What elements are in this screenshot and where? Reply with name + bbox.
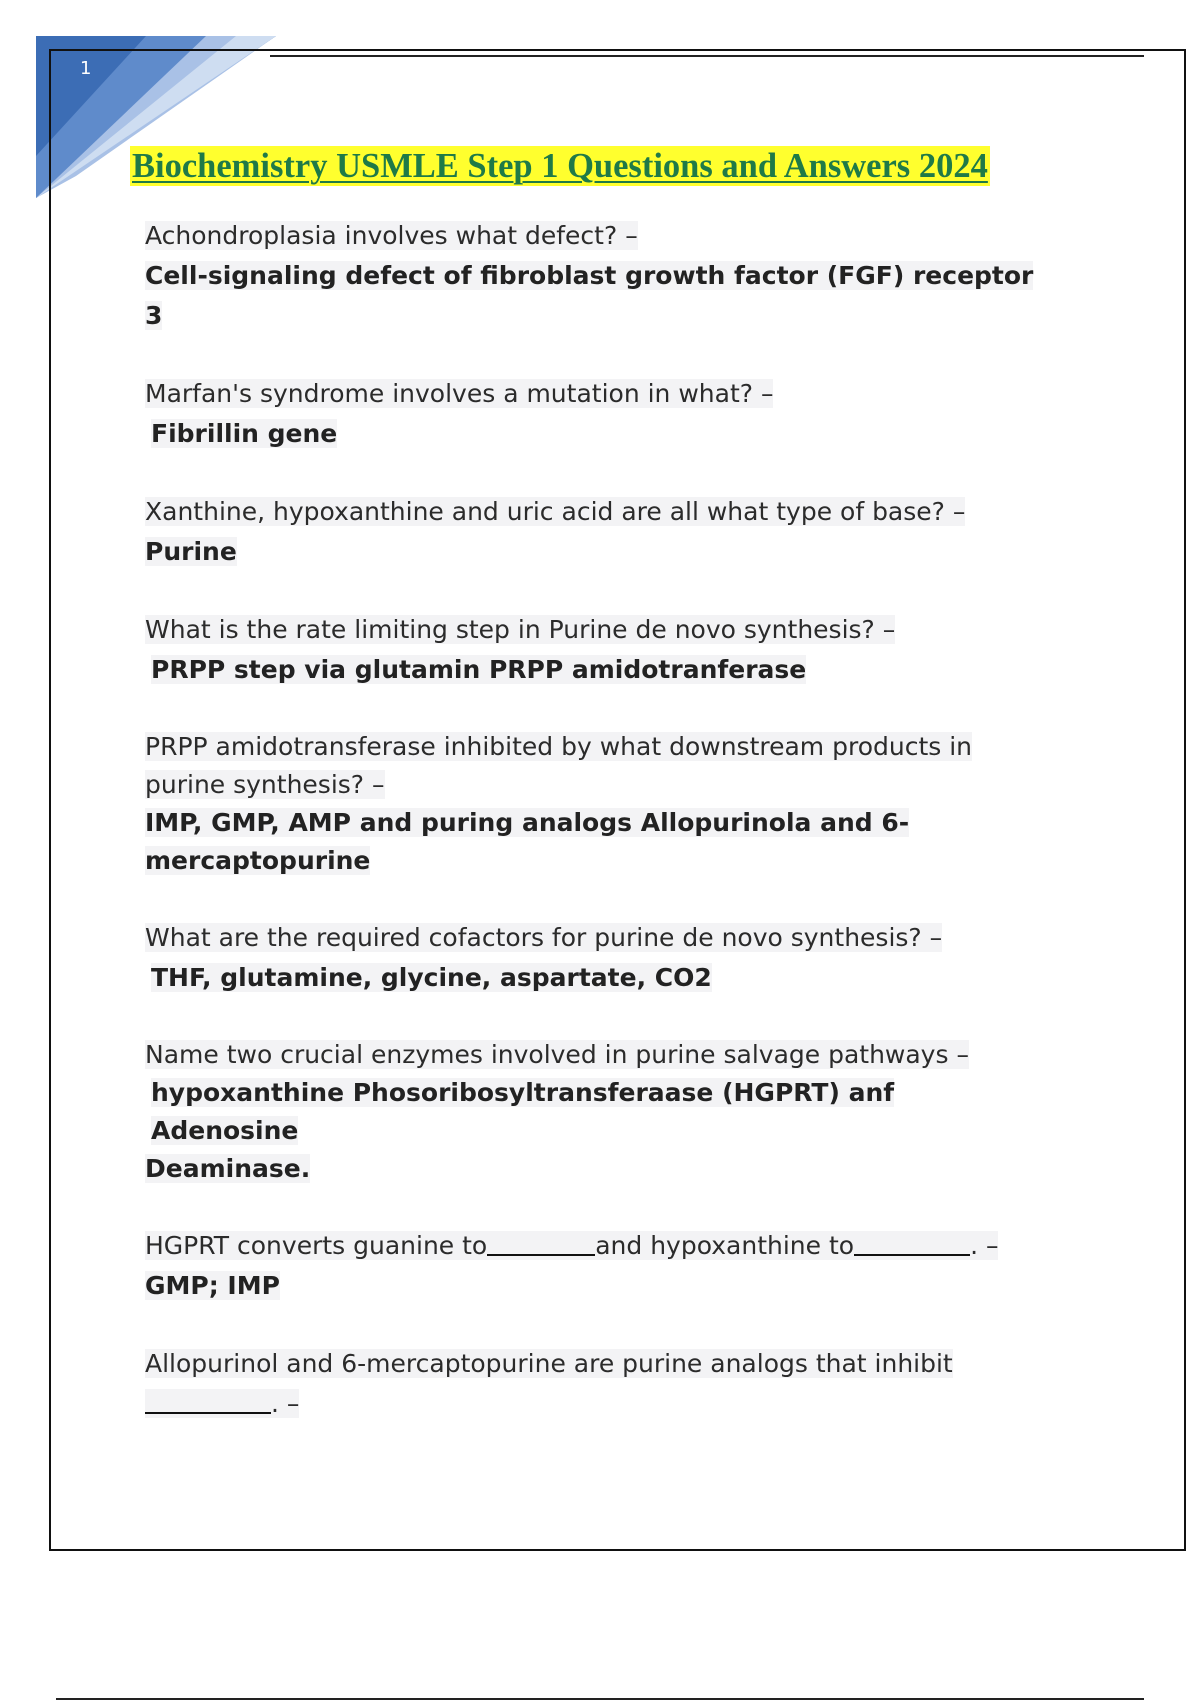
qa-item <box>145 374 1045 454</box>
fill-in-blank <box>145 1386 271 1414</box>
question-text: Marfan's syndrome involves a mutation in what? – <box>145 379 774 408</box>
question-text: . – <box>970 1231 999 1260</box>
question-text: Xanthine, hypoxanthine and uric acid are all what type of base? – <box>145 497 966 526</box>
qa-item <box>145 1226 1045 1306</box>
answer-text: Purine <box>145 537 237 566</box>
qa-item <box>145 492 1045 572</box>
answer-text: Cell-signaling defect of fibroblast growth factor (FGF) receptor 3 <box>145 261 1034 330</box>
qa-item <box>145 216 1045 336</box>
question-text: Name two crucial enzymes involved in purine salvage pathways – <box>145 1040 969 1069</box>
question-text: Allopurinol and 6-mercaptopurine are purine analogs that inhibit <box>145 1349 953 1378</box>
answer-text: PRPP step via glutamin PRPP amidotranferase <box>151 655 807 684</box>
qa-item <box>145 728 1045 880</box>
page-number: 1 <box>80 58 92 79</box>
answer-text: GMP; IMP <box>145 1271 280 1300</box>
document-title: Biochemistry USMLE Step 1 Questions and Answers 2024 <box>132 147 988 185</box>
fill-in-blank <box>487 1228 595 1256</box>
question-text: purine synthesis? – <box>145 770 385 799</box>
answer-text: Fibrillin gene <box>151 419 338 448</box>
question-text: . – <box>271 1389 300 1418</box>
question-text: PRPP amidotransferase inhibited by what downstream products in <box>145 732 973 761</box>
answer-text: hypoxanthine Phosoribosyltransferaase (HGPRT) anf Adenosine <box>151 1078 895 1145</box>
qa-item <box>145 918 1045 998</box>
question-text: and hypoxanthine to <box>595 1231 855 1260</box>
question-text: HGPRT converts guanine to <box>145 1231 488 1260</box>
question-text: What are the required cofactors for purine de novo synthesis? – <box>145 923 943 952</box>
answer-text: THF, glutamine, glycine, aspartate, CO2 <box>151 963 712 992</box>
answer-text: mercaptopurine <box>145 846 371 875</box>
qa-item <box>145 1344 1045 1424</box>
fill-in-blank <box>854 1228 970 1256</box>
question-text: What is the rate limiting step in Purine de novo synthesis? – <box>145 615 896 644</box>
qa-list <box>145 216 1045 1462</box>
qa-item <box>145 1036 1045 1188</box>
question-text: Achondroplasia involves what defect? – <box>145 221 638 250</box>
answer-text: Deaminase. <box>145 1154 311 1183</box>
qa-item <box>145 610 1045 690</box>
answer-text: IMP, GMP, AMP and puring analogs Allopurinola and 6- <box>145 808 910 837</box>
